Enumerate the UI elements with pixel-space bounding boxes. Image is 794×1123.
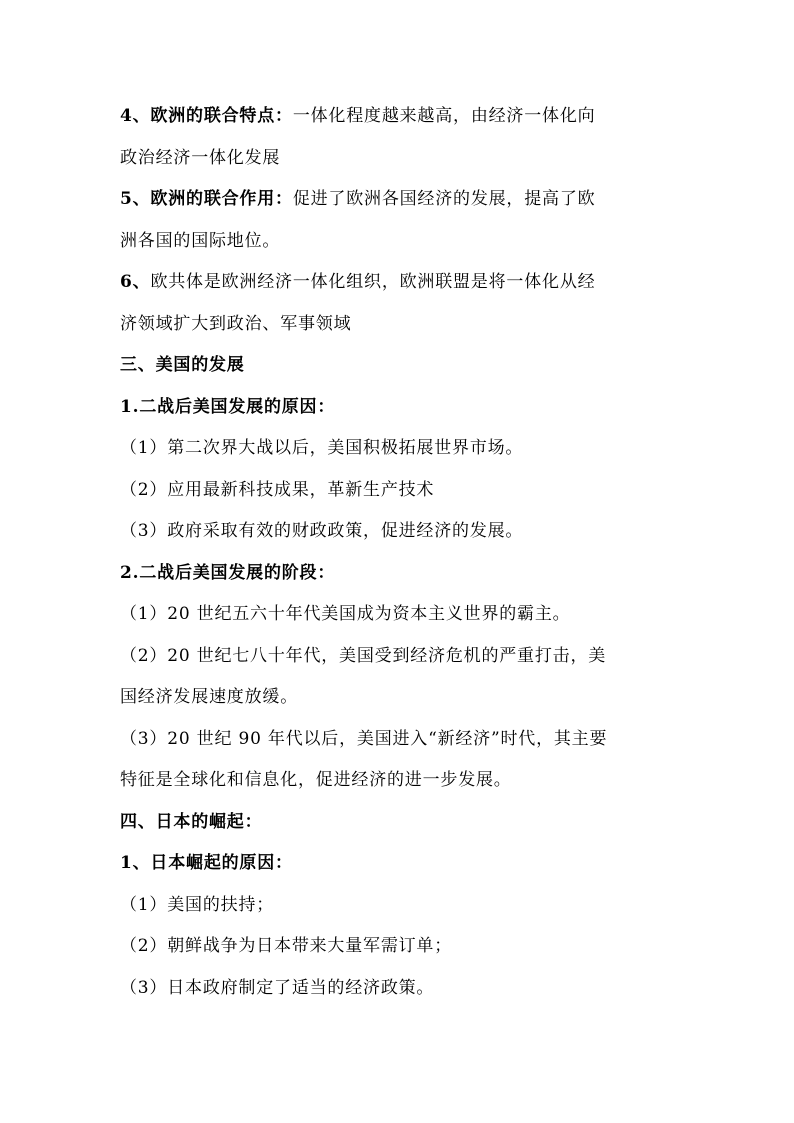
usa-heading: 三、美国的发展 — [120, 355, 245, 376]
usa-stage-2-line-1: （2）20 世纪七八十年代，美国受到经济危机的严重打击，美 — [120, 645, 607, 666]
europe-effects-line-1 — [120, 179, 680, 221]
europe-features-line-1 — [120, 96, 680, 138]
europe-effects-text-1: 促进了欧洲各国经济的发展，提高了欧 — [292, 189, 596, 210]
europe-org-text-2: 济领域扩大到政治、军事领域 — [120, 313, 352, 334]
europe-effects-text-2: 洲各国的国际地位。 — [120, 230, 281, 251]
europe-features-text-1: 一体化程度越来越高，由经济一体化向 — [292, 106, 596, 127]
europe-features-text-2: 政治经济一体化发展 — [120, 147, 281, 168]
europe-org-line-1 — [120, 262, 680, 304]
japan-reason-2: （2）朝鲜战争为日本带来大量军需订单； — [120, 936, 453, 957]
europe-effects-line-2 — [120, 221, 680, 263]
usa-stage-2-line-2: 国经济发展速度放缓。 — [120, 687, 298, 708]
usa-reason-2: （2）应用最新科技成果，革新生产技术 — [120, 479, 435, 500]
usa-reasons-title: 1.二战后美国发展的原因： — [120, 396, 336, 417]
usa-reason-1: （1）第二次界大战以后，美国积极拓展世界市场。 — [120, 438, 524, 459]
europe-features-line-2 — [120, 138, 680, 180]
europe-effects-label: 5、欧洲的联合作用： — [120, 189, 293, 210]
usa-reason-3: （3）政府采取有效的财政政策，促进经济的发展。 — [120, 521, 524, 542]
usa-stage-3-line-2: 特征是全球化和信息化，促进经济的进一步发展。 — [120, 770, 512, 791]
europe-org-line-2 — [120, 304, 680, 346]
japan-reason-1: （1）美国的扶持； — [120, 894, 275, 915]
usa-stage-3-line-1: （3）20 世纪 90 年代以后，美国进入“新经济”时代，其主要 — [120, 728, 608, 749]
document-body — [120, 96, 680, 1009]
japan-reasons-title: 1、日本崛起的原因： — [120, 853, 293, 874]
japan-heading: 四、日本的崛起： — [120, 811, 263, 832]
usa-stage-1: （1）20 世纪五六十年代美国成为资本主义世界的霸主。 — [120, 604, 571, 625]
europe-org-text-1: 欧共体是欧洲经济一体化组织，欧洲联盟是将一体化从经 — [150, 272, 596, 293]
europe-features-label: 4、欧洲的联合特点： — [120, 106, 293, 127]
usa-stages-title: 2.二战后美国发展的阶段： — [120, 562, 336, 583]
europe-org-label: 6、 — [120, 272, 151, 293]
japan-reason-3: （3）日本政府制定了适当的经济政策。 — [120, 977, 435, 998]
